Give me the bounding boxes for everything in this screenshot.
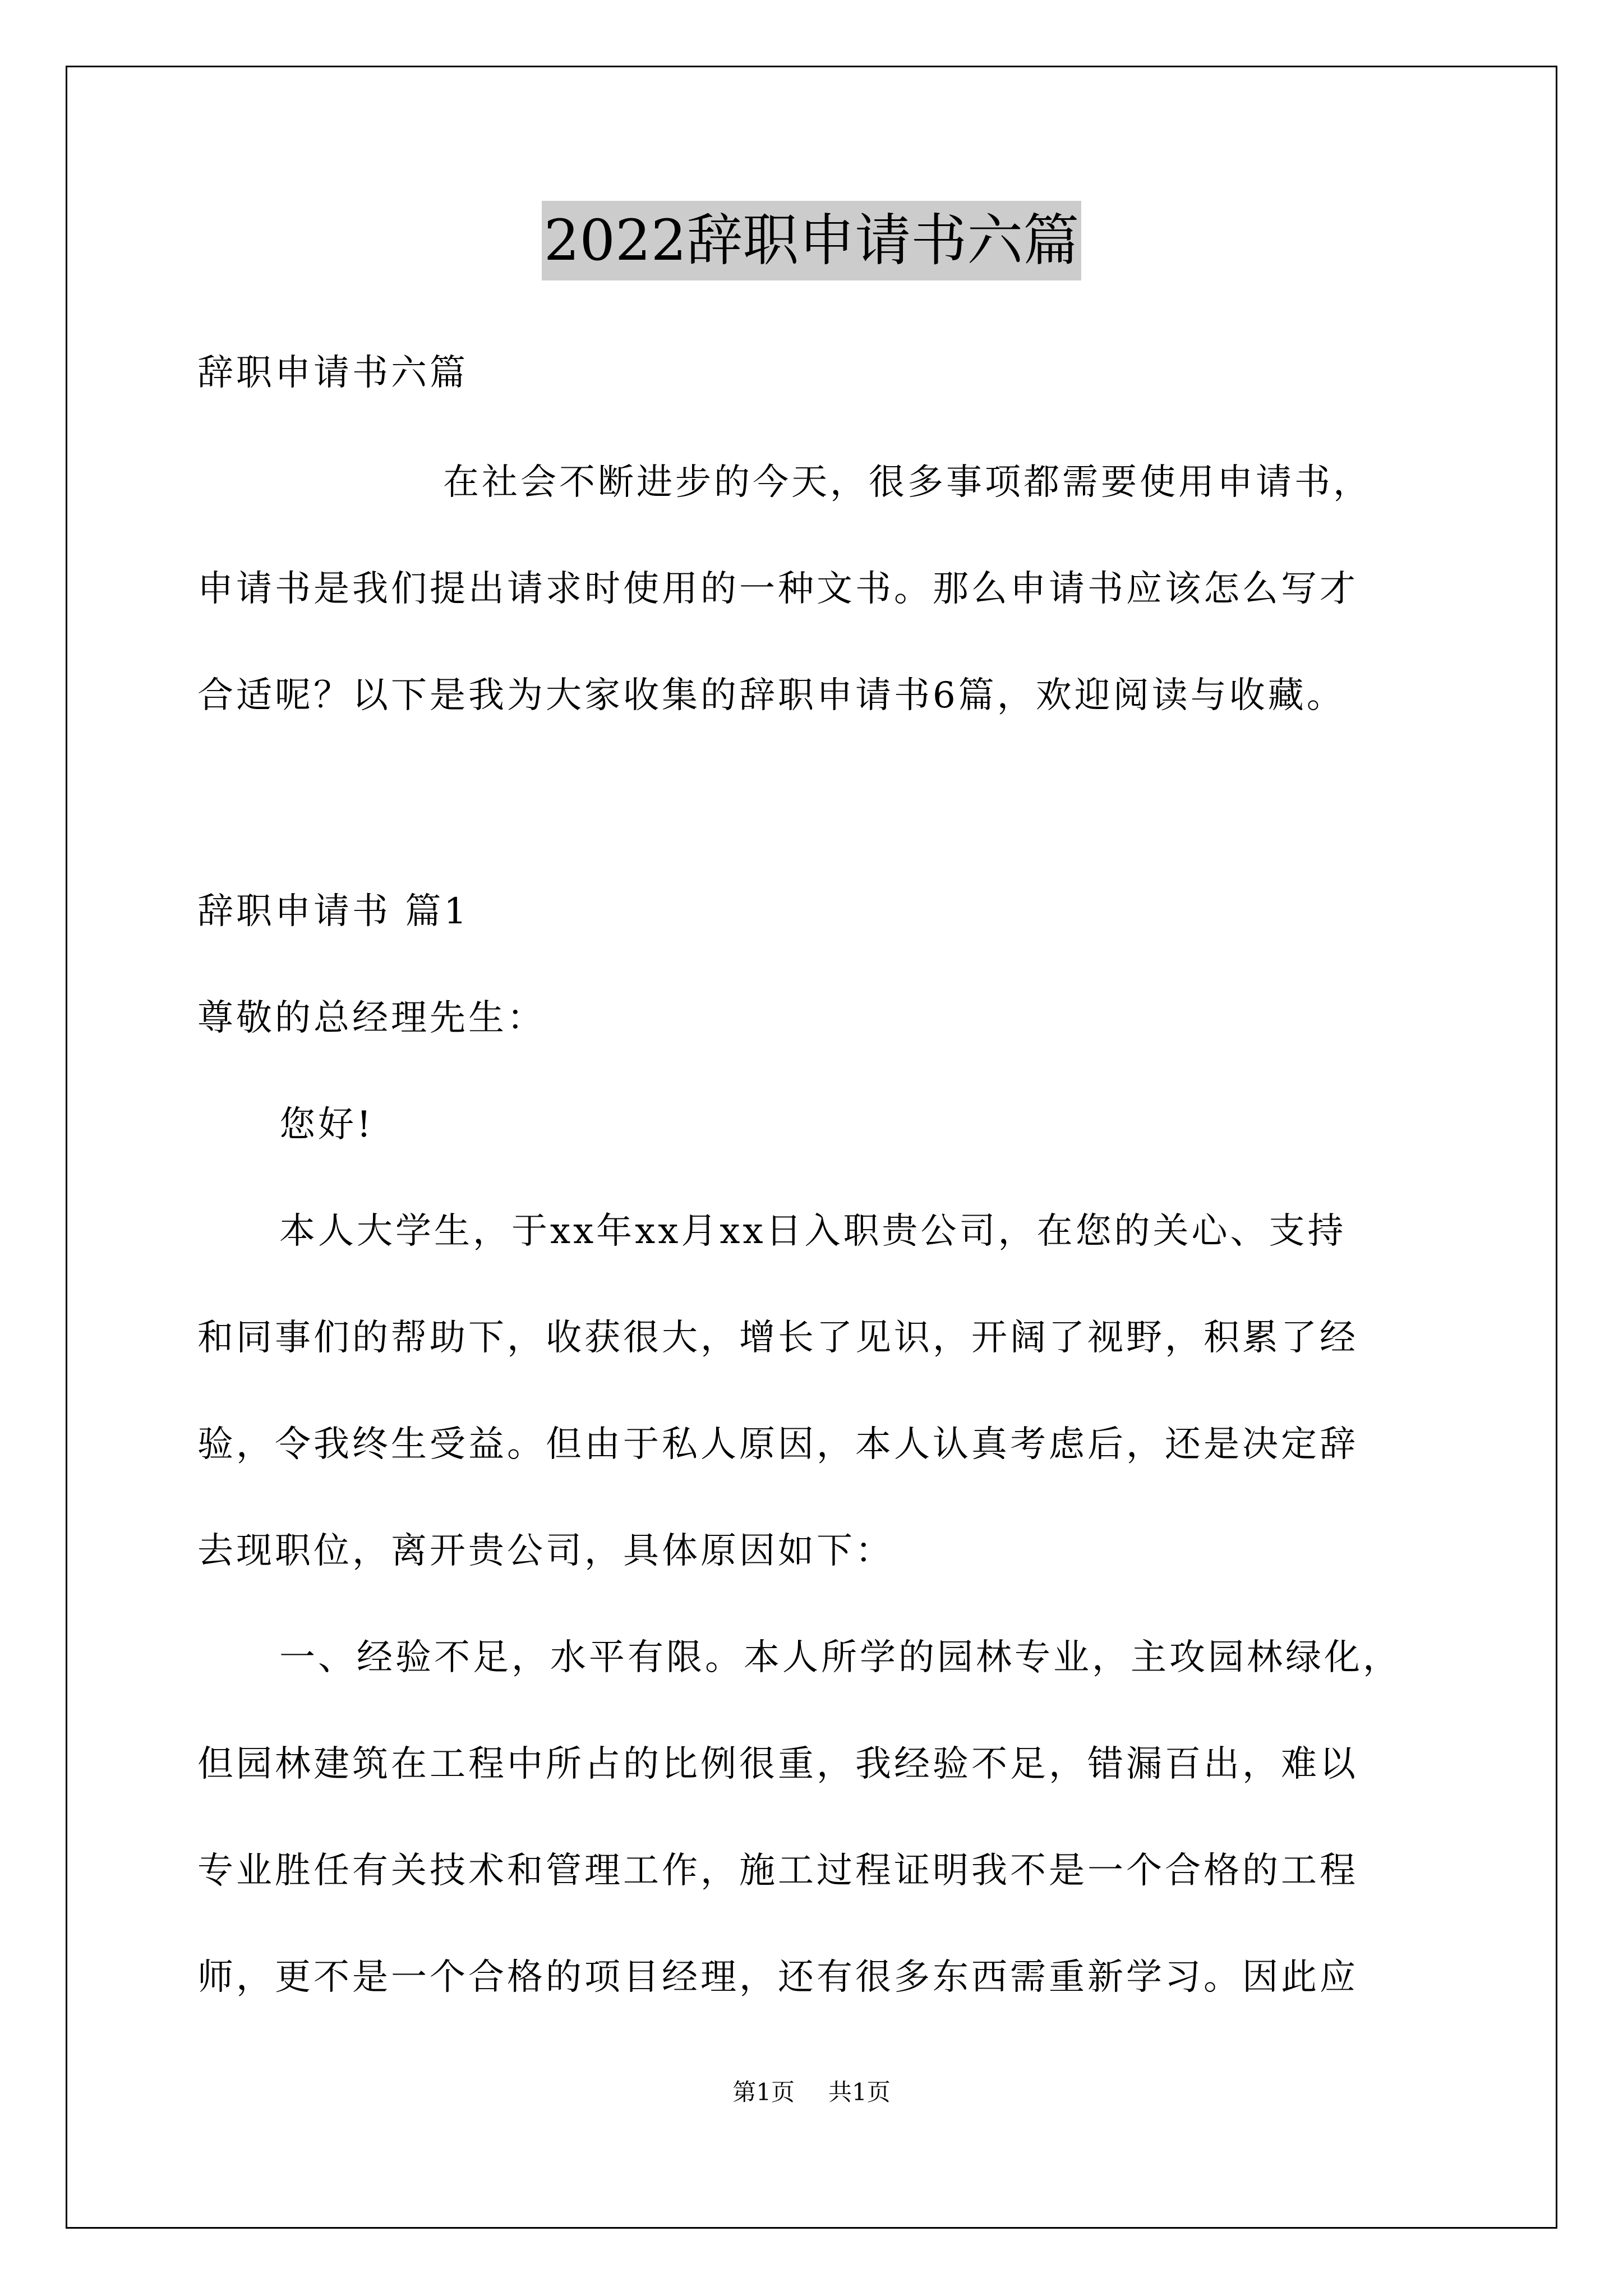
subtitle-line: 辞职申请书六篇	[197, 352, 468, 394]
page-total: 共1页	[828, 2078, 891, 2106]
document-title: 2022辞职申请书六篇	[542, 201, 1082, 280]
salutation: 尊敬的总经理先生：	[197, 997, 546, 1039]
body-line-7: 专业胜任有关技术和管理工作，施工过程证明我不是一个合格的工程	[197, 1850, 1358, 1892]
page-number: 第1页	[732, 2078, 795, 2106]
body-line-2: 和同事们的帮助下，收获很大，增长了见识，开阔了视野，积累了经	[197, 1317, 1358, 1359]
section-heading: 辞职申请书 篇1	[197, 891, 470, 932]
intro-line-3: 合适呢？以下是我为大家收集的辞职申请书6篇，欢迎阅读与收藏。	[197, 675, 1345, 716]
intro-line-2: 申请书是我们提出请求时使用的一种文书。那么申请书应该怎么写才	[197, 568, 1358, 610]
title-container	[0, 201, 1623, 280]
body-line-4: 去现职位，离开贵公司，具体原因如下：	[197, 1530, 894, 1572]
body-line-5: 一、经验不足，水平有限。本人所学的园林专业，主攻园林绿化，	[279, 1637, 1401, 1678]
page-footer	[0, 2076, 1623, 2109]
body-line-1: 本人大学生，于xx年xx月xx日入职贵公司，在您的关心、支持	[279, 1211, 1347, 1252]
intro-line-1: 在社会不断进步的今天，很多事项都需要使用申请书，	[443, 462, 1372, 503]
body-line-6: 但园林建筑在工程中所占的比例很重，我经验不足，错漏百出，难以	[197, 1743, 1358, 1785]
greeting: 您好!	[279, 1104, 374, 1145]
body-line-3: 验，令我终生受益。但由于私人原因，本人认真考虑后，还是决定辞	[197, 1424, 1358, 1465]
body-line-8: 师，更不是一个合格的项目经理，还有很多东西需重新学习。因此应	[197, 1957, 1358, 1998]
